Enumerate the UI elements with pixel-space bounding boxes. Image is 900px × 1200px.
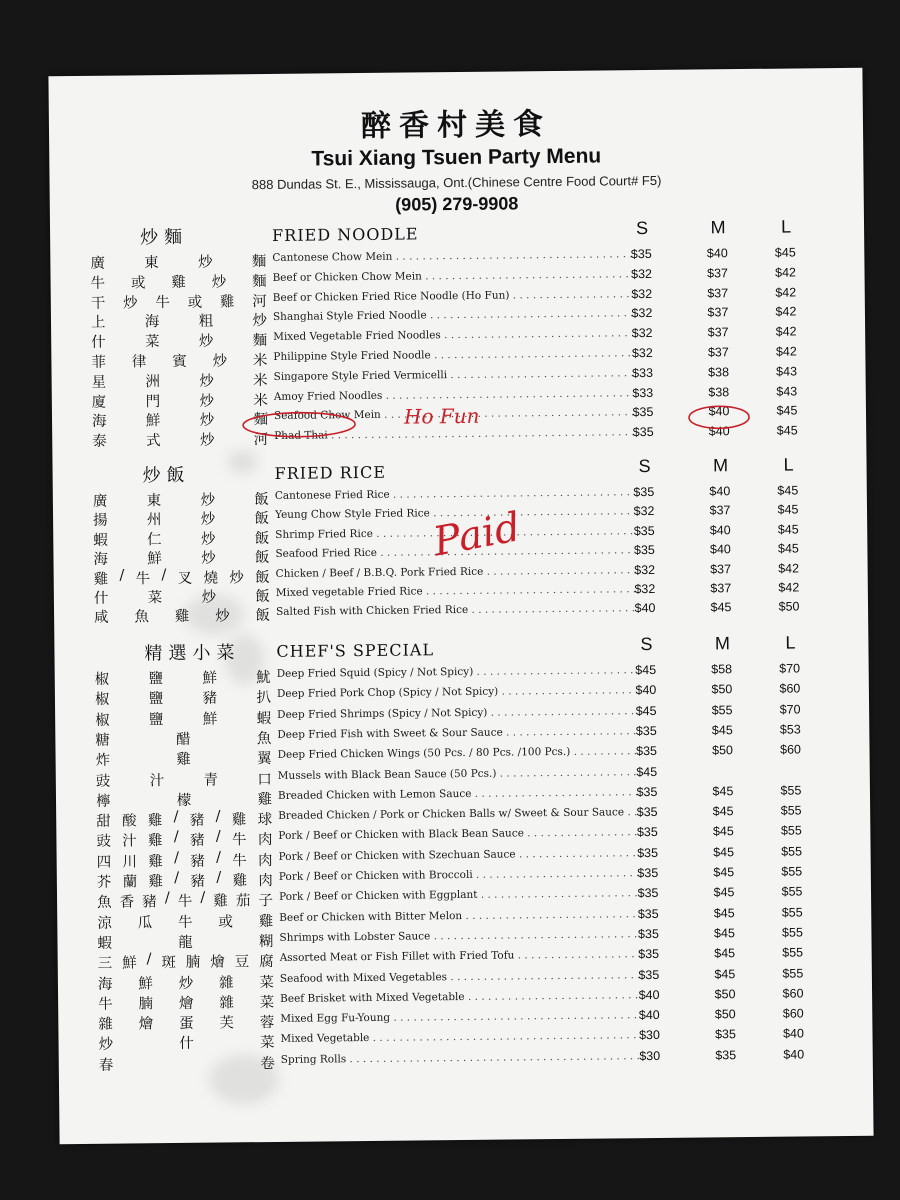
item-english-name: Breaded Chicken with Lemon Sauce . . . (278, 786, 638, 802)
price-medium: $45 (713, 926, 735, 941)
price-small: $32 (634, 562, 656, 577)
price-small: $35 (633, 523, 655, 538)
item-english-name: Spring Rolls . . . (281, 1050, 641, 1066)
item-chinese-name: 炸 雞 翼 (95, 751, 272, 770)
menu-title: Tsui Xiang Tsuen Party Menu (311, 144, 602, 171)
item-chinese-name: 芥 蘭 雞 / 豬 / 雞 肉 (96, 869, 273, 891)
item-english-name: Beef or Chicken Fried Rice Noodle (Ho Fun) . . . (273, 288, 633, 304)
price-medium: $35 (714, 1027, 736, 1042)
price-large: $45 (777, 502, 799, 518)
item-english-name: Seafood Chow Mein . . . (274, 407, 634, 423)
price-large: $50 (778, 599, 800, 615)
price-small: $33 (632, 365, 654, 380)
price-large: $55 (781, 905, 803, 920)
item-english-name: Pork / Beef or Chicken with Black Bean Sauce . . . (278, 827, 638, 843)
item-chinese-name: 揚 州 炒 飯 (93, 511, 270, 530)
price-large: $60 (782, 1006, 804, 1021)
price-medium: $40 (709, 484, 731, 499)
price-small: $45 (635, 703, 657, 718)
item-chinese-name: 椒 鹽 鮮 魷 (94, 669, 271, 688)
item-english-name: Pork / Beef or Chicken with Szechuan Sauce . . . (279, 847, 639, 863)
price-small: $35 (636, 784, 658, 799)
item-chinese-name: 糖 醋 魚 (95, 730, 272, 749)
item-english-name: Shrimps with Lobster Sauce . . . (279, 928, 639, 944)
item-chinese-name: 雞 / 牛 / 叉 燒 炒 飯 (93, 566, 270, 588)
price-small: $32 (633, 504, 655, 519)
item-chinese-name: 上 海 粗 炒 (90, 313, 268, 332)
item-chinese-name: 春 卷 (98, 1055, 275, 1074)
price-large: $42 (778, 580, 800, 595)
price-small: $35 (637, 865, 659, 881)
price-large: $70 (779, 702, 801, 717)
item-chinese-name: 泰 式 炒 河 (92, 432, 269, 451)
item-english-name: Deep Fried Chicken Wings (50 Pcs. / 80 Pcs. /100 Pcs.) . . . (277, 745, 637, 761)
section-english-heading: FRIED NOODLE (272, 224, 419, 245)
item-english-name: Beef or Chicken with Bitter Melon . . . (279, 908, 639, 924)
price-small: $45 (635, 662, 657, 678)
section-english-heading: FRIED RICE (274, 462, 387, 483)
item-english-name: Pork / Beef or Chicken with Eggplant . . . (279, 887, 639, 903)
price-large: $60 (779, 681, 801, 696)
price-large: $55 (780, 783, 802, 798)
handwriting-layer (48, 68, 873, 1144)
section-chinese-heading: 炒飯 (142, 464, 191, 487)
price-large: $42 (775, 265, 797, 280)
price-medium: $58 (711, 662, 733, 677)
price-large: $55 (782, 965, 804, 981)
item-chinese-name: 星 洲 炒 米 (91, 372, 268, 391)
price-small: $35 (636, 744, 658, 759)
price-medium: $45 (713, 844, 735, 860)
item-english-name: Breaded Chicken / Pork or Chicken Balls w/ Sweet & Sour Sauce . . . (278, 806, 638, 822)
item-english-name: Beef Brisket with Mixed Vegetable . . . (280, 989, 640, 1005)
price-medium: $50 (714, 986, 736, 1002)
item-english-name: Deep Fried Shrimps (Spicy / Not Spicy) . . . (277, 705, 637, 721)
price-small: $35 (630, 246, 652, 262)
item-chinese-name: 檸 檬 雞 (95, 791, 273, 810)
price-medium: $45 (713, 905, 735, 920)
item-chinese-name: 海 鮮 炒 飯 (93, 550, 270, 569)
price-medium: $37 (710, 561, 732, 576)
price-large: $70 (779, 661, 801, 676)
item-chinese-name: 四 川 雞 / 豬 / 牛 肉 (96, 849, 273, 871)
price-large: $40 (783, 1047, 805, 1062)
price-large: $60 (782, 986, 804, 1001)
price-medium: $45 (710, 600, 732, 615)
price-medium: $45 (713, 865, 735, 880)
price-medium: $37 (710, 581, 732, 596)
price-medium: $45 (712, 804, 734, 819)
price-medium: $45 (712, 783, 734, 799)
price-small: $35 (638, 947, 660, 962)
item-chinese-name: 菲 律 賓 炒 米 (91, 353, 268, 371)
item-english-name: Salted Fish with Chicken Fried Rice . . . (276, 603, 636, 619)
item-english-name: Amoy Fried Noodles . . . (274, 387, 634, 403)
size-header: S (638, 456, 651, 477)
price-large: $42 (775, 304, 797, 320)
price-small: $32 (631, 306, 653, 321)
item-chinese-name: 豉 汁 雞 / 豬 / 牛 肉 (96, 828, 273, 851)
item-chinese-name: 海 鮮 炒 麵 (91, 412, 269, 431)
price-medium: $50 (712, 743, 734, 758)
price-medium: $50 (711, 682, 733, 697)
price-small: $32 (631, 345, 653, 361)
item-english-name: Mussels with Black Bean Sauce (50 Pcs.) . . . (278, 766, 638, 782)
item-chinese-name: 牛 或 雞 炒 麵 (90, 273, 267, 292)
price-small: $35 (635, 723, 657, 739)
price-large: $55 (782, 945, 804, 960)
price-medium: $40 (708, 404, 730, 419)
price-small: $35 (637, 886, 659, 901)
item-chinese-name: 廣 東 炒 飯 (92, 492, 269, 510)
item-english-name: Pork / Beef or Chicken with Broccoli . . . (279, 867, 639, 883)
price-small: $35 (637, 906, 659, 921)
price-large: $40 (782, 1026, 804, 1042)
price-medium: $37 (707, 345, 729, 360)
item-chinese-name: 海 鮮 炒 雜 菜 (97, 974, 275, 993)
item-chinese-name: 雜 燴 蛋 芙 蓉 (98, 1015, 275, 1033)
item-chinese-name: 魚 香 豬 / 牛 / 雞 茄 子 (97, 889, 274, 912)
price-medium: $40 (708, 424, 730, 439)
price-medium: $37 (707, 305, 729, 320)
price-medium: $40 (709, 542, 731, 557)
price-small: $35 (633, 543, 655, 558)
price-large: $55 (780, 823, 802, 839)
address: 888 Dundas St. E., Mississauga, Ont.(Chinese Centre Food Court# F5) (251, 172, 662, 193)
price-small: $30 (638, 1028, 661, 1043)
size-header: M (712, 455, 729, 476)
price-large: $53 (779, 722, 801, 737)
item-english-name: Beef or Chicken Chow Mein . . . (272, 268, 632, 284)
price-medium: $45 (713, 885, 735, 900)
price-small: $33 (632, 385, 654, 400)
size-header: L (785, 632, 796, 653)
handwritten-note: Ho Fun (403, 403, 480, 429)
menu-sheet (48, 68, 873, 1144)
price-small: $35 (637, 926, 659, 942)
price-large: $42 (775, 285, 797, 300)
price-large: $55 (781, 925, 803, 940)
item-chinese-name: 咸 魚 雞 炒 飯 (94, 608, 271, 627)
item-english-name: Mixed Egg Fu-Young . . . (280, 1009, 640, 1025)
section-chinese-heading: 炒麵 (140, 226, 189, 249)
circle-m-price (689, 406, 749, 429)
price-medium: $37 (707, 325, 729, 340)
price-large: $45 (777, 541, 799, 556)
price-small: $45 (636, 764, 658, 779)
price-small: $35 (636, 805, 658, 820)
price-small: $40 (638, 987, 660, 1002)
price-small: $35 (637, 845, 659, 860)
price-small: $35 (638, 967, 660, 982)
item-english-name: Assorted Meat or Fish Fillet with Fried Tofu . . . (280, 948, 640, 964)
item-chinese-name: 廣 東 炒 麵 (90, 254, 267, 272)
item-chinese-name: 什 菜 炒 飯 (93, 589, 270, 607)
price-small: $32 (631, 326, 653, 341)
price-small: $32 (631, 266, 653, 281)
item-english-name: Philippine Style Fried Noodle . . . (273, 347, 633, 363)
size-header: M (710, 217, 726, 238)
price-small: $40 (635, 683, 657, 698)
size-header: S (640, 633, 653, 655)
section-english-heading: CHEF'S SPECIAL (276, 640, 435, 661)
item-chinese-name: 炒 什 菜 (98, 1035, 275, 1054)
item-english-name: Phad Thai . . . (274, 426, 634, 442)
price-large: $42 (775, 324, 797, 339)
item-english-name: Cantonese Fried Rice . . . (275, 486, 635, 502)
item-chinese-name: 椒 鹽 豬 扒 (94, 690, 272, 709)
item-chinese-name: 干 炒 牛 或 雞 河 (90, 293, 267, 312)
item-chinese-name: 牛 腩 燴 雜 菜 (98, 994, 275, 1013)
price-medium: $37 (709, 503, 731, 518)
price-large: $42 (775, 344, 797, 359)
price-small: $35 (632, 425, 654, 440)
item-chinese-name: 豉 汁 青 口 (95, 771, 272, 790)
phone-number: (905) 279-9908 (395, 193, 519, 215)
item-chinese-name: 椒 鹽 鮮 蝦 (95, 710, 272, 729)
item-english-name: Mixed vegetable Fried Rice . . . (276, 583, 636, 599)
price-medium: $45 (714, 946, 736, 961)
item-chinese-name: 蝦 仁 炒 飯 (93, 530, 270, 549)
price-large: $45 (777, 483, 799, 498)
price-large: $55 (781, 864, 803, 879)
price-medium: $40 (709, 522, 731, 538)
item-english-name: Yeung Chow Style Fried Rice . . . (275, 506, 635, 522)
item-english-name: Shanghai Style Fried Noodle . . . (273, 308, 633, 324)
section-chinese-heading: 精選小菜 (144, 642, 241, 665)
item-english-name: Deep Fried Fish with Sweet & Sour Sauce . . . (277, 725, 637, 741)
price-large: $43 (776, 364, 798, 379)
item-english-name: Cantonese Chow Mein . . . (272, 248, 632, 264)
price-large: $45 (777, 522, 799, 537)
price-medium: $45 (711, 723, 733, 738)
item-english-name: Deep Fried Pork Chop (Spicy / Not Spicy) . . . (277, 684, 637, 700)
price-medium: $55 (711, 702, 733, 717)
price-large: $60 (780, 742, 802, 757)
item-chinese-name: 什 菜 炒 麵 (91, 333, 268, 352)
price-large: $45 (776, 423, 798, 438)
price-medium: $38 (708, 364, 730, 380)
item-chinese-name: 廈 門 炒 米 (91, 392, 268, 411)
price-medium: $45 (712, 824, 734, 839)
price-medium: $37 (707, 285, 729, 300)
item-english-name: Mixed Vegetable Fried Noodles . . . (273, 327, 633, 343)
size-header: M (714, 633, 731, 654)
price-small: $35 (632, 405, 654, 420)
item-chinese-name: 三 鮮 / 斑 腩 燴 豆 腐 (97, 951, 274, 973)
handwritten-paid: Paid (429, 504, 525, 566)
item-chinese-name: 涼 瓜 牛 或 雞 (97, 913, 274, 932)
price-medium: $35 (715, 1047, 737, 1063)
price-small: $32 (631, 286, 653, 301)
price-large: $43 (776, 384, 798, 399)
price-small: $40 (634, 601, 656, 616)
item-english-name: Singapore Style Fried Vermicelli . . . (274, 367, 634, 383)
price-medium: $40 (706, 246, 728, 261)
item-english-name: Seafood Fried Rice . . . (275, 544, 635, 560)
item-english-name: Seafood with Mixed Vegetables . . . (280, 969, 640, 985)
price-large: $45 (776, 403, 798, 419)
price-large: $55 (780, 803, 802, 818)
size-header: S (635, 218, 649, 239)
item-english-name: Deep Fried Squid (Spicy / Not Spicy) . . . (277, 664, 637, 680)
circle-seafood-chow-mein (243, 412, 355, 437)
item-english-name: Chicken / Beef / B.B.Q. Pork Fried Rice . . . (276, 564, 636, 580)
item-chinese-name: 甜 酸 雞 / 豬 / 雞 球 (96, 808, 273, 830)
size-header: L (783, 454, 794, 475)
item-english-name: Mixed Vegetable . . . (280, 1030, 640, 1046)
price-small: $40 (638, 1008, 660, 1023)
price-medium: $50 (714, 1007, 736, 1022)
price-small: $35 (636, 825, 658, 840)
price-large: $42 (778, 561, 800, 576)
price-medium: $38 (708, 384, 730, 399)
price-small: $32 (634, 581, 656, 597)
price-medium: $45 (714, 966, 736, 981)
price-small: $30 (639, 1048, 661, 1063)
price-large: $55 (781, 844, 803, 859)
item-english-name: Shrimp Fried Rice . . . (275, 525, 635, 541)
chinese-restaurant-name: 醉香村美食 (360, 107, 552, 145)
price-medium: $37 (707, 265, 729, 281)
price-large: $45 (774, 245, 796, 260)
item-chinese-name: 蝦 龍 糊 (97, 933, 274, 952)
price-large: $55 (781, 884, 803, 899)
size-header: L (780, 216, 792, 237)
price-small: $35 (633, 484, 655, 500)
